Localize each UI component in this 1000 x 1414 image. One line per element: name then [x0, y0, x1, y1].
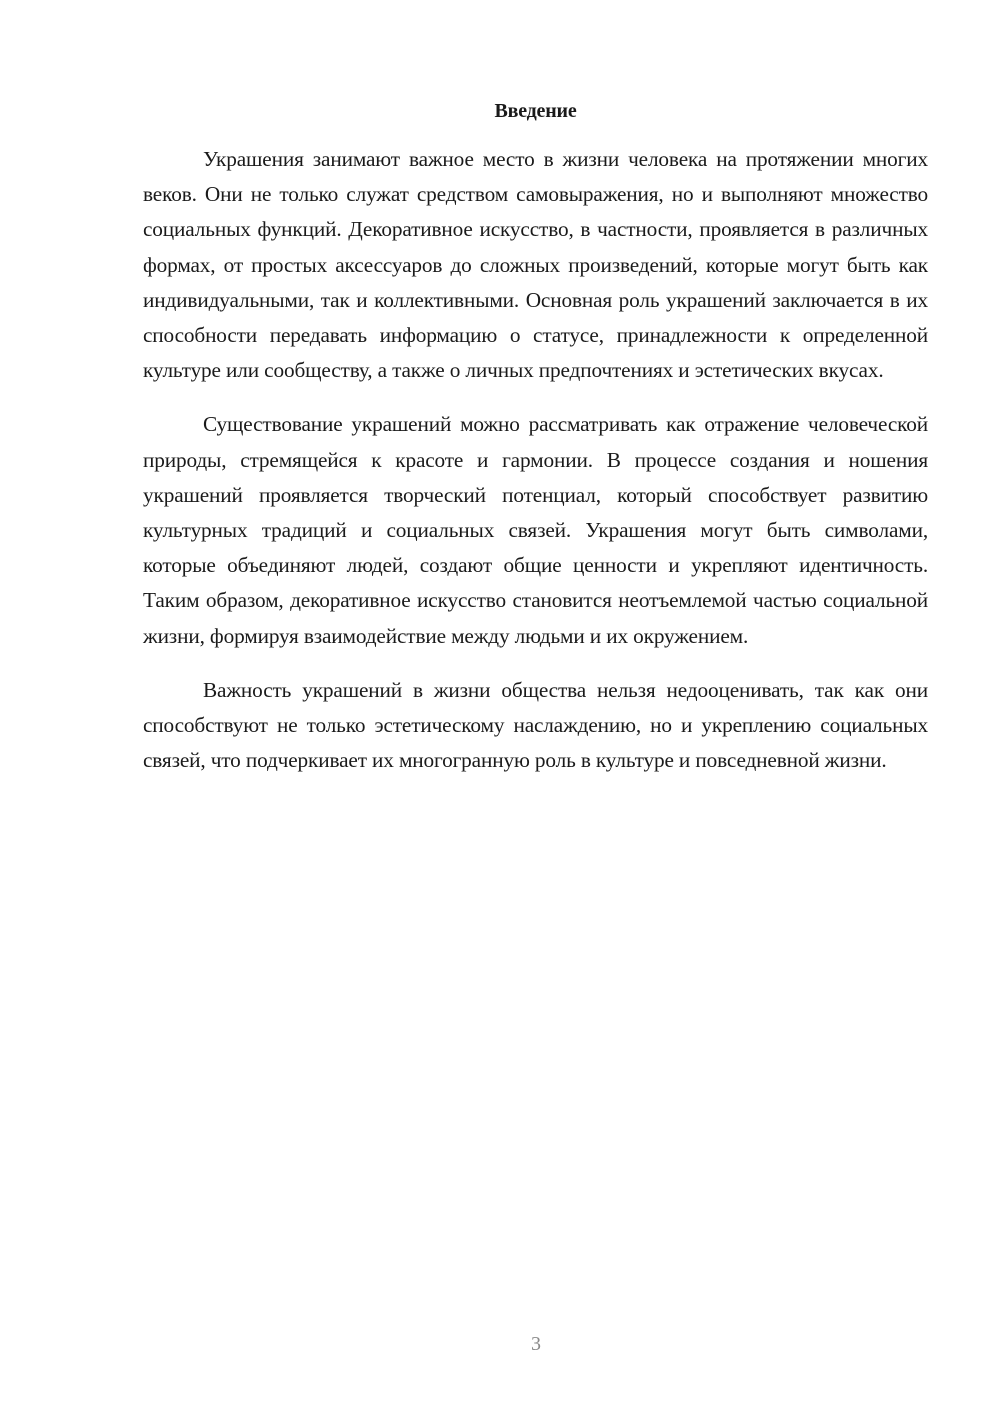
document-page: [143, 96, 928, 797]
section-title: Введение: [494, 100, 577, 122]
paragraph-2: Существование украшений можно рассматривать как отражение человеческой природы, стремящейся к красоте и гармонии. В процессе создания и ношения украшений проявляется творческий потенциал, который способствует развитию культурных традиций и социальных связей. Украшения могут быть символами, которые объединяют людей, создают общие ценности и укрепляют идентичность. Таким образом, декоративное искусство становится неотъемлемой частью социальной жизни, формируя взаимодействие между людьми и их окружением.: [143, 412, 928, 648]
paragraph-3: Важность украшений в жизни общества нельзя недооценивать, так как они способствуют не только эстетическому наслаждению, но и укреплению социальных связей, что подчеркивает их многогранную роль в культуре и повседневной жизни.: [143, 677, 928, 773]
page-number: 3: [531, 1333, 541, 1355]
paragraph-1: Украшения занимают важное место в жизни человека на протяжении многих веков. Они не только служат средством самовыражения, но и выполняют множество социальных функций. Декоративное искусство, в частности, проявляется в различных формах, от простых аксессуаров до сложных произведений, которые могут быть как индивидуальными, так и коллективными. Основная роль украшений заключается в их способности передавать информацию о статусе, принадлежности к определенной культуре или сообществу, а также о личных предпочтениях и эстетических вкусах.: [143, 147, 928, 383]
